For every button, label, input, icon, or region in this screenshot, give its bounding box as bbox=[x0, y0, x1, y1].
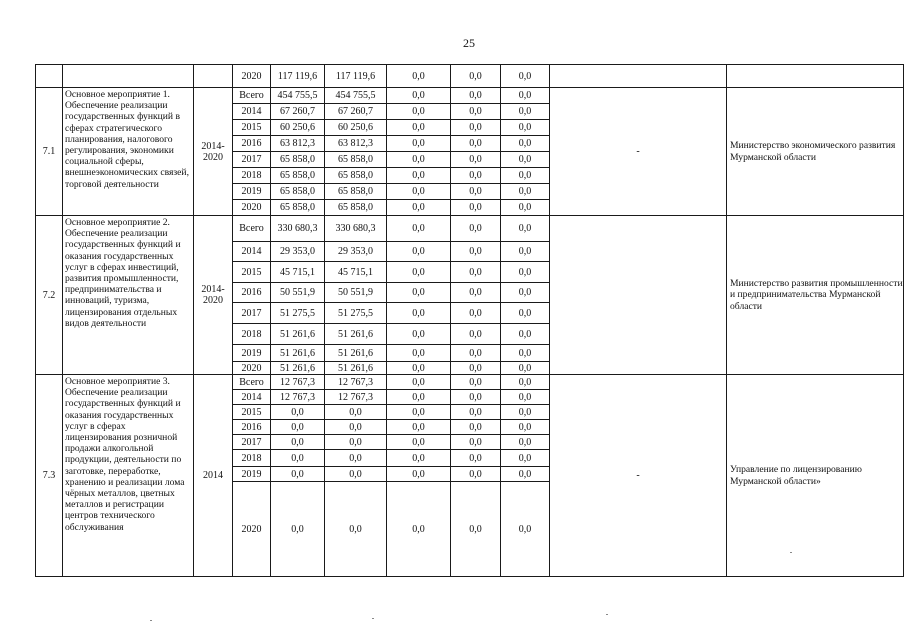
value-cell: 0,0 bbox=[451, 375, 501, 390]
value-cell: 50 551,9 bbox=[271, 283, 325, 303]
executor-cell: Министерство экономического развития Мурманской области bbox=[727, 88, 904, 216]
value-cell: 0,0 bbox=[451, 435, 501, 450]
value-cell: 0,0 bbox=[325, 450, 387, 467]
value-cell: 67 260,7 bbox=[271, 104, 325, 120]
indicator-cell bbox=[550, 216, 727, 375]
value-cell: 0,0 bbox=[451, 65, 501, 88]
table-row bbox=[36, 375, 904, 390]
value-cell: 0,0 bbox=[271, 405, 325, 420]
value-cell: 0,0 bbox=[451, 88, 501, 104]
value-cell: 0,0 bbox=[325, 420, 387, 435]
year-cell: Всего bbox=[233, 88, 271, 104]
value-cell: 45 715,1 bbox=[325, 262, 387, 283]
value-cell: 0,0 bbox=[501, 216, 550, 242]
value-cell: 0,0 bbox=[387, 405, 451, 420]
indicator-cell: - bbox=[550, 375, 727, 577]
value-cell: 63 812,3 bbox=[325, 136, 387, 152]
value-cell: 0,0 bbox=[501, 324, 550, 345]
value-cell: 51 261,6 bbox=[325, 345, 387, 362]
scan-speck bbox=[606, 614, 608, 615]
value-cell: 0,0 bbox=[387, 450, 451, 467]
value-cell: 0,0 bbox=[387, 152, 451, 168]
value-cell: 0,0 bbox=[387, 184, 451, 200]
year-cell: Всего bbox=[233, 216, 271, 242]
value-cell: 0,0 bbox=[387, 262, 451, 283]
value-cell: 0,0 bbox=[451, 390, 501, 405]
value-cell: 0,0 bbox=[451, 168, 501, 184]
measure-period: 2014-2020 bbox=[194, 216, 233, 375]
measure-name: Основное мероприятие 3. Обеспечение реализации государственных функций и оказания государственных услуг в сферах лицензирования розничной продажи алкогольной продукции, деятельности по заготовке, переработке, хранению и реализации лома чёрных металлов, цветных металлов и регистрации центров технического обслуживания bbox=[63, 375, 194, 577]
table-row-top bbox=[36, 65, 904, 88]
year-cell: 2016 bbox=[233, 283, 271, 303]
value-cell: 0,0 bbox=[387, 104, 451, 120]
value-cell: 12 767,3 bbox=[325, 390, 387, 405]
value-cell: 0,0 bbox=[325, 467, 387, 482]
year-cell: 2019 bbox=[233, 184, 271, 200]
year-cell: 2017 bbox=[233, 152, 271, 168]
value-cell: 63 812,3 bbox=[271, 136, 325, 152]
value-cell: 0,0 bbox=[271, 450, 325, 467]
table-row bbox=[36, 216, 904, 242]
value-cell: 12 767,3 bbox=[271, 390, 325, 405]
year-cell: 2014 bbox=[233, 104, 271, 120]
value-cell: 0,0 bbox=[387, 324, 451, 345]
value-cell: 51 275,5 bbox=[271, 303, 325, 324]
year-cell: 2014 bbox=[233, 242, 271, 262]
value-cell: 0,0 bbox=[501, 303, 550, 324]
value-cell: 454 755,5 bbox=[325, 88, 387, 104]
year-cell: 2020 bbox=[233, 200, 271, 216]
budget-table bbox=[35, 64, 904, 577]
value-cell: 0,0 bbox=[387, 65, 451, 88]
year-cell: 2020 bbox=[233, 65, 271, 88]
value-cell: 0,0 bbox=[387, 467, 451, 482]
measure-period: 2014-2020 bbox=[194, 88, 233, 216]
table-body bbox=[36, 65, 904, 577]
indicator-cell: - bbox=[550, 88, 727, 216]
value-cell: 0,0 bbox=[271, 420, 325, 435]
value-cell: 0,0 bbox=[451, 420, 501, 435]
value-cell: 0,0 bbox=[451, 467, 501, 482]
value-cell: 0,0 bbox=[451, 303, 501, 324]
value-cell: 0,0 bbox=[325, 482, 387, 577]
value-cell: 0,0 bbox=[501, 136, 550, 152]
value-cell: 0,0 bbox=[271, 435, 325, 450]
num-cell bbox=[36, 65, 63, 88]
value-cell: 51 261,6 bbox=[325, 362, 387, 375]
value-cell: 0,0 bbox=[271, 482, 325, 577]
measure-number: 7.3 bbox=[36, 375, 63, 577]
value-cell: 0,0 bbox=[451, 104, 501, 120]
value-cell: 0,0 bbox=[271, 467, 325, 482]
year-cell: 2018 bbox=[233, 450, 271, 467]
year-cell: 2016 bbox=[233, 420, 271, 435]
value-cell: 0,0 bbox=[451, 136, 501, 152]
value-cell: 454 755,5 bbox=[271, 88, 325, 104]
value-cell: 0,0 bbox=[387, 435, 451, 450]
year-cell: Всего bbox=[233, 375, 271, 390]
value-cell: 0,0 bbox=[501, 450, 550, 467]
year-cell: 2016 bbox=[233, 136, 271, 152]
value-cell: 60 250,6 bbox=[271, 120, 325, 136]
table-row bbox=[36, 88, 904, 104]
value-cell: 0,0 bbox=[451, 216, 501, 242]
value-cell: 0,0 bbox=[451, 324, 501, 345]
year-cell: 2014 bbox=[233, 390, 271, 405]
value-cell: 0,0 bbox=[451, 120, 501, 136]
value-cell: 0,0 bbox=[501, 242, 550, 262]
value-cell: 0,0 bbox=[501, 168, 550, 184]
value-cell: 0,0 bbox=[451, 345, 501, 362]
value-cell: 29 353,0 bbox=[271, 242, 325, 262]
value-cell: 0,0 bbox=[387, 136, 451, 152]
value-cell: 0,0 bbox=[387, 120, 451, 136]
value-cell: 51 261,6 bbox=[271, 345, 325, 362]
period-cell bbox=[194, 65, 233, 88]
value-cell: 0,0 bbox=[501, 420, 550, 435]
value-cell: 0,0 bbox=[451, 362, 501, 375]
value-cell: 0,0 bbox=[387, 216, 451, 242]
value-cell: 60 250,6 bbox=[325, 120, 387, 136]
value-cell: 0,0 bbox=[451, 482, 501, 577]
executor-cell: Министерство развития промышленности и предпринимательства Мурманской области bbox=[727, 216, 904, 375]
value-cell: 330 680,3 bbox=[271, 216, 325, 242]
value-cell: 0,0 bbox=[451, 242, 501, 262]
measure-number: 7.2 bbox=[36, 216, 63, 375]
value-cell: 0,0 bbox=[501, 88, 550, 104]
value-cell: 65 858,0 bbox=[325, 200, 387, 216]
value-cell: 0,0 bbox=[451, 262, 501, 283]
value-cell: 0,0 bbox=[451, 283, 501, 303]
value-cell: 0,0 bbox=[387, 168, 451, 184]
value-cell: 0,0 bbox=[387, 242, 451, 262]
value-cell: 51 275,5 bbox=[325, 303, 387, 324]
value-cell: 0,0 bbox=[451, 200, 501, 216]
value-cell: 0,0 bbox=[387, 88, 451, 104]
year-cell: 2018 bbox=[233, 168, 271, 184]
value-cell: 0,0 bbox=[387, 283, 451, 303]
value-cell: 0,0 bbox=[501, 375, 550, 390]
value-cell: 0,0 bbox=[387, 303, 451, 324]
value-cell: 0,0 bbox=[501, 120, 550, 136]
value-cell: 12 767,3 bbox=[325, 375, 387, 390]
value-cell: 51 261,6 bbox=[325, 324, 387, 345]
scan-speck bbox=[372, 618, 374, 619]
measure-name: Основное мероприятие 2. Обеспечение реализации государственных функций и оказания государственных услуг в сферах инвестиций, развития промышленности, предпринимательства и инноваций, туризма, лицензирования отдельных видов деятельности bbox=[63, 216, 194, 375]
value-cell: 0,0 bbox=[501, 200, 550, 216]
value-cell: 0,0 bbox=[451, 405, 501, 420]
name-cell bbox=[63, 65, 194, 88]
value-cell: 0,0 bbox=[501, 345, 550, 362]
year-cell: 2015 bbox=[233, 405, 271, 420]
year-cell: 2019 bbox=[233, 467, 271, 482]
value-cell: 0,0 bbox=[501, 390, 550, 405]
value-cell: 65 858,0 bbox=[325, 168, 387, 184]
value-cell: 12 767,3 bbox=[271, 375, 325, 390]
year-cell: 2015 bbox=[233, 262, 271, 283]
value-cell: 0,0 bbox=[501, 482, 550, 577]
value-cell: 0,0 bbox=[501, 104, 550, 120]
value-cell: 65 858,0 bbox=[325, 184, 387, 200]
measure-name: Основное мероприятие 1. Обеспечение реализации государственных функций в сферах стратегического планирования, налогового регулирования, экономики социальной сферы, внешнеэкономических связей, торговой деятельности bbox=[63, 88, 194, 216]
value-cell: 50 551,9 bbox=[325, 283, 387, 303]
value-cell: 65 858,0 bbox=[271, 168, 325, 184]
value-cell: 117 119,6 bbox=[271, 65, 325, 88]
value-cell: 29 353,0 bbox=[325, 242, 387, 262]
value-cell: 0,0 bbox=[325, 405, 387, 420]
value-cell: 0,0 bbox=[387, 200, 451, 216]
value-cell: 0,0 bbox=[451, 450, 501, 467]
scan-speck bbox=[790, 552, 792, 553]
value-cell: 0,0 bbox=[387, 482, 451, 577]
value-cell: 0,0 bbox=[451, 184, 501, 200]
value-cell: 0,0 bbox=[451, 152, 501, 168]
value-cell: 65 858,0 bbox=[271, 200, 325, 216]
value-cell: 0,0 bbox=[501, 405, 550, 420]
page-number: 25 bbox=[463, 36, 475, 50]
value-cell: 0,0 bbox=[501, 362, 550, 375]
value-cell: 45 715,1 bbox=[271, 262, 325, 283]
value-cell: 0,0 bbox=[387, 362, 451, 375]
value-cell: 51 261,6 bbox=[271, 324, 325, 345]
value-cell: 51 261,6 bbox=[271, 362, 325, 375]
value-cell: 65 858,0 bbox=[271, 184, 325, 200]
value-cell: 0,0 bbox=[501, 65, 550, 88]
year-cell: 2020 bbox=[233, 362, 271, 375]
year-cell: 2017 bbox=[233, 435, 271, 450]
executor-cell: Управление по лицензированию Мурманской области» bbox=[727, 375, 904, 577]
value-cell: 0,0 bbox=[387, 375, 451, 390]
value-cell: 0,0 bbox=[325, 435, 387, 450]
value-cell: 117 119,6 bbox=[325, 65, 387, 88]
year-cell: 2019 bbox=[233, 345, 271, 362]
value-cell: 0,0 bbox=[501, 184, 550, 200]
value-cell: 65 858,0 bbox=[271, 152, 325, 168]
scan-speck bbox=[150, 620, 152, 621]
measure-number: 7.1 bbox=[36, 88, 63, 216]
value-cell: 0,0 bbox=[387, 345, 451, 362]
year-cell: 2020 bbox=[233, 482, 271, 577]
value-cell: 0,0 bbox=[501, 283, 550, 303]
year-cell: 2017 bbox=[233, 303, 271, 324]
executor-cell bbox=[727, 65, 904, 88]
year-cell: 2018 bbox=[233, 324, 271, 345]
value-cell: 0,0 bbox=[501, 262, 550, 283]
value-cell: 67 260,7 bbox=[325, 104, 387, 120]
year-cell: 2015 bbox=[233, 120, 271, 136]
value-cell: 0,0 bbox=[501, 152, 550, 168]
value-cell: 0,0 bbox=[501, 435, 550, 450]
value-cell: 0,0 bbox=[387, 420, 451, 435]
measure-period: 2014 bbox=[194, 375, 233, 577]
value-cell: 330 680,3 bbox=[325, 216, 387, 242]
indicator-cell bbox=[550, 65, 727, 88]
value-cell: 65 858,0 bbox=[325, 152, 387, 168]
value-cell: 0,0 bbox=[501, 467, 550, 482]
value-cell: 0,0 bbox=[387, 390, 451, 405]
